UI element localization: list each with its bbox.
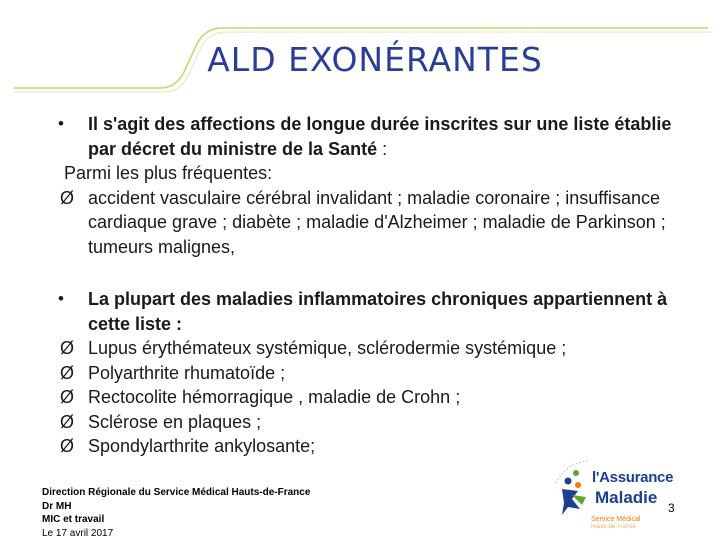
footer-event: MIC et travail (42, 514, 105, 525)
list-item (42, 336, 682, 361)
arrow-bullet-icon: Ø (60, 387, 75, 407)
assurance-maladie-logo (548, 455, 674, 535)
list-item (42, 361, 682, 386)
logo-emblem-icon (548, 455, 592, 535)
slide-footer (42, 486, 310, 540)
list-item-text: Rectocolite hémorragique , maladie de Crohn ; (88, 387, 461, 407)
logo-text-region: Hauts-de-France (591, 524, 637, 530)
bullet-icon: • (58, 289, 64, 308)
bullet-item (42, 287, 682, 336)
list-item (42, 186, 682, 260)
logo-text-assurance: l'Assurance (592, 469, 674, 486)
slide-content (42, 112, 682, 459)
bullet-text: Il s'agit des affections de longue durée inscrites sur une liste établie par décret du ministre de la Santé (88, 114, 672, 159)
list-item (42, 410, 682, 435)
footer-org: Direction Régionale du Service Médical Hauts-de-France (42, 487, 311, 498)
list-item-text: Sclérose en plaques ; (88, 411, 262, 432)
arrow-bullet-icon: Ø (60, 411, 75, 432)
bullet-icon: • (58, 114, 64, 133)
intro-text: Parmi les plus fréquentes: (64, 163, 273, 183)
list-item-text: Polyarthrite rhumatoïde ; (88, 362, 286, 383)
list-item-text: Spondylarthrite ankylosante; (88, 436, 316, 456)
slide-title: ALD EXONÉRANTES (207, 40, 543, 79)
arrow-bullet-icon: Ø (60, 187, 75, 208)
footer-date: Le 17 avril 2017 (42, 527, 114, 539)
bullet-suffix: : (377, 138, 388, 159)
list-item-text: Lupus érythémateux systémique, sclérodermie systémique ; (88, 338, 567, 358)
arrow-bullet-icon: Ø (60, 338, 75, 358)
list-item (42, 385, 682, 410)
bullet-item (42, 112, 682, 161)
arrow-bullet-icon: Ø (60, 362, 75, 383)
bullet-text: La plupart des maladies inflammatoires chroniques appartiennent à cette liste : (88, 289, 668, 334)
logo-text-maladie: Maladie (595, 488, 658, 507)
page-number: 3 (668, 501, 675, 515)
arrow-bullet-icon: Ø (60, 436, 75, 456)
footer-author: Dr MH (42, 500, 72, 512)
list-item-text: accident vasculaire cérébral invalidant ; maladie coronaire ; insuffisance cardiaque grave ; diabète ; maladie d'Alzheimer ; maladie de Parkinson ; tumeurs malignes, (88, 187, 666, 257)
logo-text-service: Service Médical (591, 516, 641, 523)
